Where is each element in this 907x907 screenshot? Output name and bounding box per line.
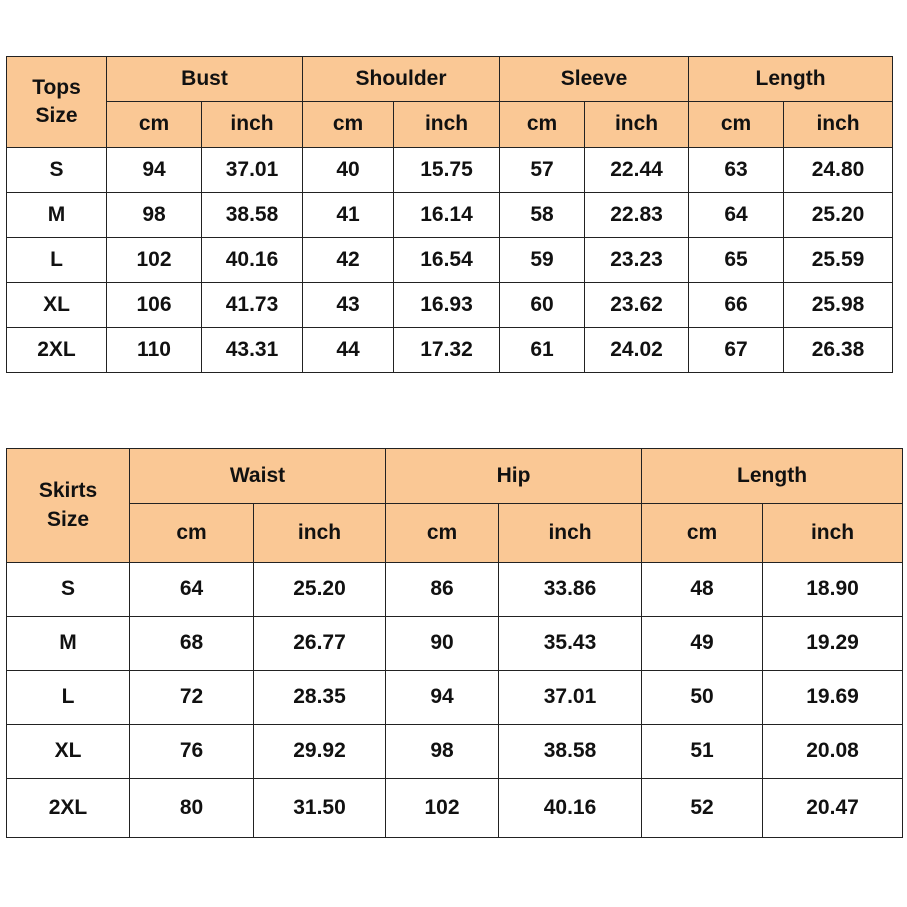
skirts-group-length: Length (642, 449, 903, 504)
table-cell: 44 (303, 328, 394, 373)
tops-unit-cell: cm (500, 102, 585, 148)
table-cell: 31.50 (254, 779, 386, 838)
table-cell: 19.69 (763, 671, 903, 725)
skirts-size-label: L (7, 671, 130, 725)
table-cell: 64 (130, 563, 254, 617)
tops-size-label: L (7, 238, 107, 283)
tops-unit-cell: cm (689, 102, 784, 148)
skirts-size-label: M (7, 617, 130, 671)
table-cell: 40.16 (202, 238, 303, 283)
skirts-unit-cell: inch (254, 504, 386, 563)
table-cell: 37.01 (202, 148, 303, 193)
tops-unit-cell: cm (303, 102, 394, 148)
table-cell: 61 (500, 328, 585, 373)
table-cell: 76 (130, 725, 254, 779)
table-cell: 90 (386, 617, 499, 671)
table-cell: 40 (303, 148, 394, 193)
table-row (7, 671, 903, 725)
skirts-size-table (6, 448, 903, 838)
table-cell: 16.93 (394, 283, 500, 328)
table-cell: 72 (130, 671, 254, 725)
table-cell: 40.16 (499, 779, 642, 838)
table-cell: 41 (303, 193, 394, 238)
skirts-size-label: 2XL (7, 779, 130, 838)
table-cell: 17.32 (394, 328, 500, 373)
skirts-unit-cell: cm (130, 504, 254, 563)
table-cell: 20.47 (763, 779, 903, 838)
tops-size-header-line2: Size (35, 104, 78, 127)
skirts-group-hip: Hip (386, 449, 642, 504)
table-cell: 63 (689, 148, 784, 193)
table-row (7, 283, 893, 328)
table-cell: 16.14 (394, 193, 500, 238)
table-cell: 43.31 (202, 328, 303, 373)
table-cell: 102 (386, 779, 499, 838)
table-cell: 41.73 (202, 283, 303, 328)
table-cell: 52 (642, 779, 763, 838)
table-cell: 59 (500, 238, 585, 283)
table-row (7, 779, 903, 838)
tops-unit-cell: inch (784, 102, 893, 148)
table-cell: 60 (500, 283, 585, 328)
table-cell: 67 (689, 328, 784, 373)
table-cell: 38.58 (499, 725, 642, 779)
tops-unit-cell: inch (202, 102, 303, 148)
table-cell: 25.20 (784, 193, 893, 238)
tops-unit-cell: cm (107, 102, 202, 148)
table-cell: 57 (500, 148, 585, 193)
table-cell: 106 (107, 283, 202, 328)
table-cell: 68 (130, 617, 254, 671)
table-cell: 86 (386, 563, 499, 617)
tops-group-header-row (7, 57, 893, 102)
tops-size-table (6, 56, 893, 373)
skirts-unit-header-row (7, 504, 903, 563)
table-cell: 24.80 (784, 148, 893, 193)
table-cell: 110 (107, 328, 202, 373)
table-cell: 94 (107, 148, 202, 193)
skirts-unit-cell: inch (499, 504, 642, 563)
table-row (7, 193, 893, 238)
table-cell: 25.59 (784, 238, 893, 283)
tops-group-length: Length (689, 57, 893, 102)
table-cell: 98 (107, 193, 202, 238)
table-cell: 37.01 (499, 671, 642, 725)
table-row (7, 617, 903, 671)
table-cell: 22.44 (585, 148, 689, 193)
table-cell: 25.98 (784, 283, 893, 328)
table-cell: 24.02 (585, 328, 689, 373)
table-cell: 18.90 (763, 563, 903, 617)
table-cell: 48 (642, 563, 763, 617)
tops-group-bust: Bust (107, 57, 303, 102)
table-cell: 102 (107, 238, 202, 283)
table-cell: 26.77 (254, 617, 386, 671)
table-row (7, 328, 893, 373)
skirts-size-header (7, 449, 130, 563)
table-cell: 25.20 (254, 563, 386, 617)
table-cell: 20.08 (763, 725, 903, 779)
table-row (7, 238, 893, 283)
table-cell: 66 (689, 283, 784, 328)
table-cell: 15.75 (394, 148, 500, 193)
table-cell: 22.83 (585, 193, 689, 238)
tops-size-label: 2XL (7, 328, 107, 373)
tops-unit-header-row (7, 102, 893, 148)
table-cell: 58 (500, 193, 585, 238)
table-cell: 49 (642, 617, 763, 671)
tops-size-header (7, 57, 107, 148)
table-cell: 94 (386, 671, 499, 725)
table-cell: 51 (642, 725, 763, 779)
tops-size-label: M (7, 193, 107, 238)
table-cell: 38.58 (202, 193, 303, 238)
table-cell: 80 (130, 779, 254, 838)
table-cell: 35.43 (499, 617, 642, 671)
table-row (7, 563, 903, 617)
tops-group-sleeve: Sleeve (500, 57, 689, 102)
skirts-unit-cell: cm (642, 504, 763, 563)
skirts-unit-cell: inch (763, 504, 903, 563)
table-cell: 64 (689, 193, 784, 238)
skirts-unit-cell: cm (386, 504, 499, 563)
table-cell: 98 (386, 725, 499, 779)
skirts-size-header-line1: Skirts (38, 479, 98, 503)
table-cell: 33.86 (499, 563, 642, 617)
table-cell: 43 (303, 283, 394, 328)
tops-unit-cell: inch (585, 102, 689, 148)
skirts-group-waist: Waist (130, 449, 386, 504)
skirts-size-label: S (7, 563, 130, 617)
table-cell: 50 (642, 671, 763, 725)
skirts-size-label: XL (7, 725, 130, 779)
table-cell: 28.35 (254, 671, 386, 725)
table-cell: 16.54 (394, 238, 500, 283)
table-cell: 23.62 (585, 283, 689, 328)
tops-size-label: S (7, 148, 107, 193)
table-cell: 19.29 (763, 617, 903, 671)
table-row (7, 148, 893, 193)
skirts-group-header-row (7, 449, 903, 504)
table-row (7, 725, 903, 779)
tops-unit-cell: inch (394, 102, 500, 148)
tops-size-header-line1: Tops (32, 75, 81, 99)
tops-group-shoulder: Shoulder (303, 57, 500, 102)
table-cell: 42 (303, 238, 394, 283)
table-cell: 65 (689, 238, 784, 283)
table-cell: 26.38 (784, 328, 893, 373)
tops-size-label: XL (7, 283, 107, 328)
table-cell: 29.92 (254, 725, 386, 779)
skirts-size-header-line2: Size (46, 507, 90, 531)
table-cell: 23.23 (585, 238, 689, 283)
